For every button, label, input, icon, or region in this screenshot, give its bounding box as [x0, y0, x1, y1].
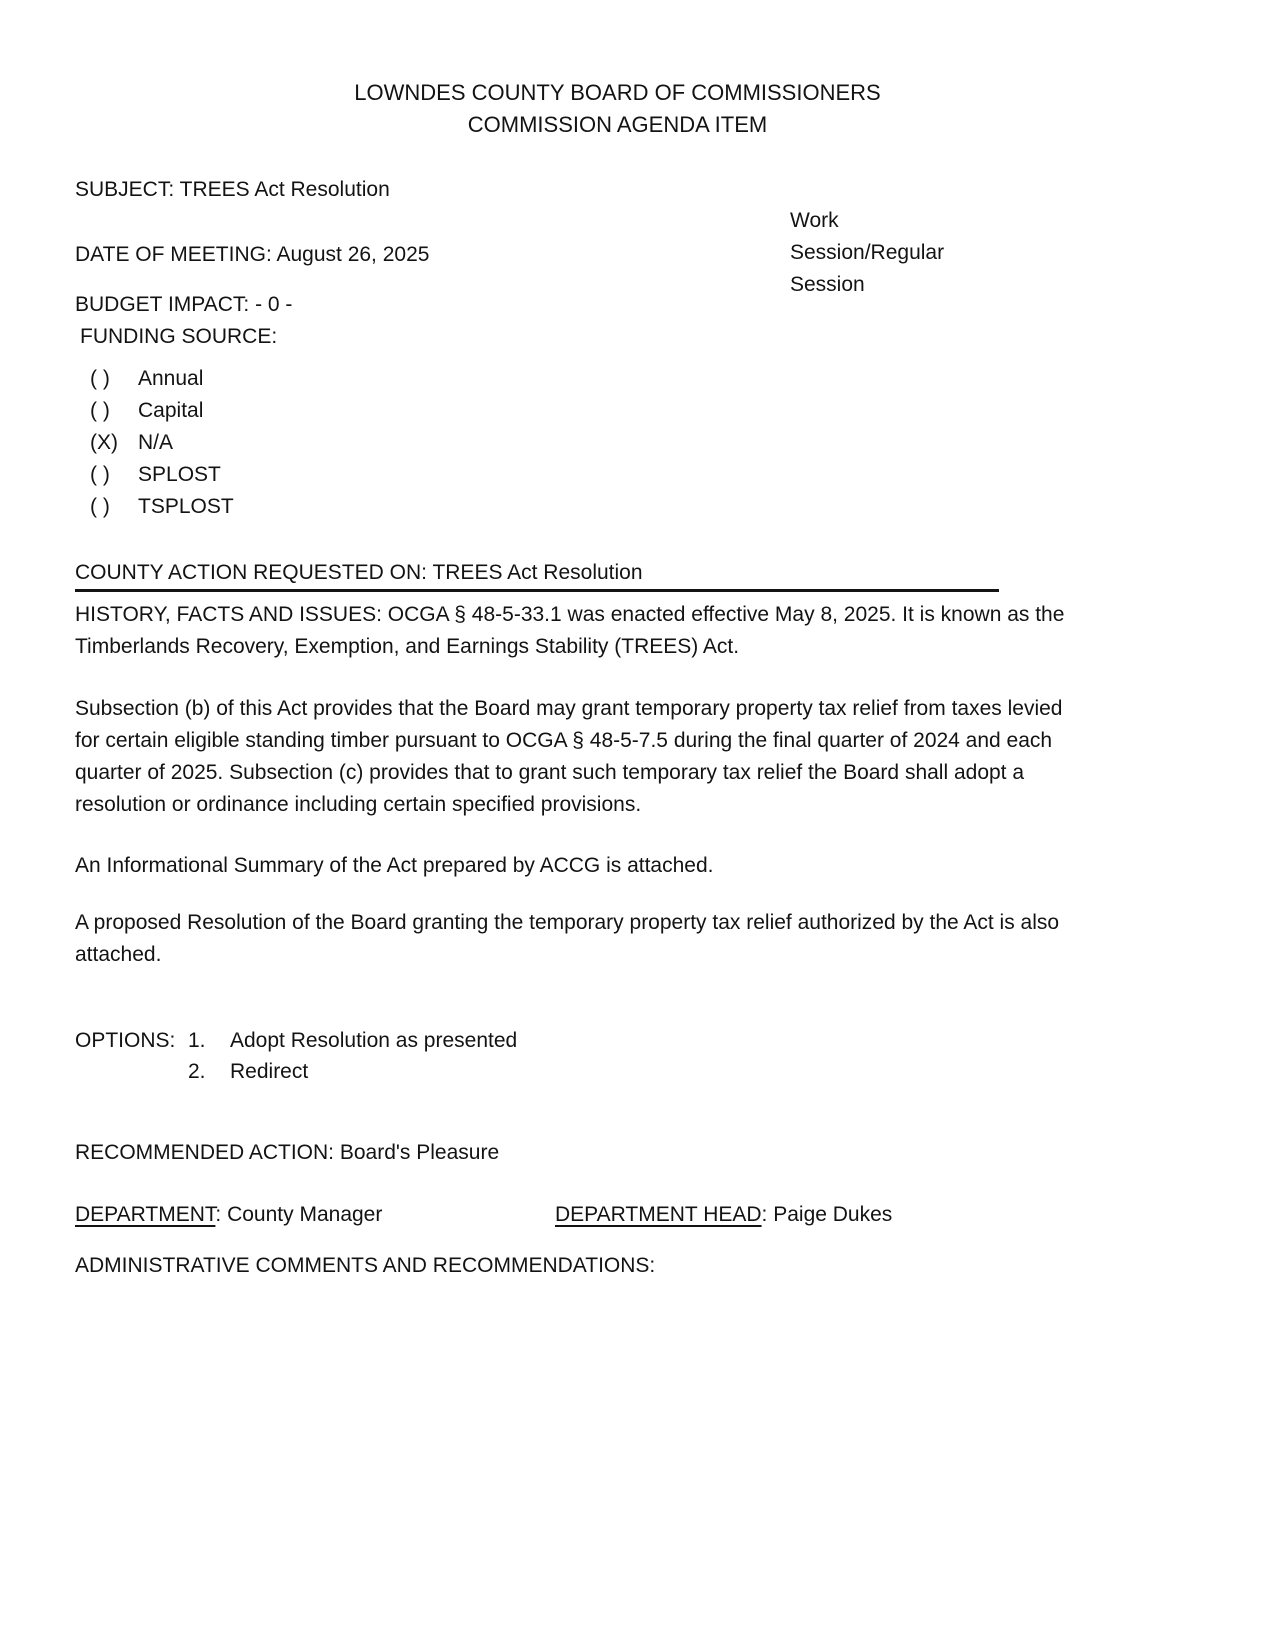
funding-option-capital [90, 395, 234, 427]
funding-option-label: SPLOST [138, 463, 221, 486]
funding-source-label: FUNDING SOURCE: [80, 325, 278, 348]
department-head-line [555, 1199, 892, 1231]
subject-value: TREES Act Resolution [179, 178, 390, 201]
document-header [75, 77, 1160, 141]
history-facts-issues-paragraph [75, 599, 1064, 663]
funding-option-label: Capital [138, 399, 204, 422]
paragraph-line: A proposed Resolution of the Board granting the temporary property tax relief authorized by the Act is also [75, 911, 1060, 934]
checkbox-tsplost: ( ) [90, 495, 110, 518]
paragraph-line: Subsection (b) of this Act provides that the Board may grant temporary property tax relief from taxes levied [75, 697, 1063, 720]
checkbox-capital: ( ) [90, 399, 110, 422]
recommended-action-label: RECOMMENDED ACTION: [75, 1141, 335, 1164]
subsection-paragraph [75, 693, 1062, 821]
option-number: 1. [188, 1029, 206, 1052]
funding-option-label: Annual [138, 367, 204, 390]
funding-option-label: N/A [138, 431, 174, 454]
paragraph-line: resolution or ordinance including certain specified provisions. [75, 793, 642, 816]
department-value: : County Manager [215, 1203, 383, 1226]
checkbox-na-checked: (X) [90, 431, 118, 454]
subject-label: SUBJECT: [75, 178, 175, 201]
funding-source-list [90, 363, 234, 523]
recommended-action-line [75, 1137, 499, 1169]
options-label: OPTIONS: [75, 1029, 176, 1052]
checkbox-annual: ( ) [90, 367, 110, 390]
option-number: 2. [188, 1060, 206, 1083]
department-row [0, 1199, 1275, 1231]
header-title-line2: COMMISSION AGENDA ITEM [467, 112, 768, 137]
paragraph-line: attached. [75, 943, 162, 966]
budget-impact-value: - 0 - [255, 293, 293, 316]
checkbox-splost: ( ) [90, 463, 110, 486]
department-line [75, 1199, 382, 1231]
department-head-label: DEPARTMENT HEAD [555, 1203, 762, 1226]
option-text: Redirect [230, 1060, 309, 1083]
paragraph-line: Timberlands Recovery, Exemption, and Earnings Stability (TREES) Act. [75, 635, 740, 658]
funding-option-na [90, 427, 234, 459]
options-section [75, 1025, 517, 1087]
recommended-action-value: Board's Pleasure [339, 1141, 500, 1164]
informational-summary-paragraph: An Informational Summary of the Act prepared by ACCG is attached. [75, 854, 714, 877]
meeting-date-line [75, 239, 429, 271]
administrative-comments-label: ADMINISTRATIVE COMMENTS AND RECOMMENDATIONS: [75, 1254, 656, 1277]
meeting-date-value: August 26, 2025 [276, 243, 430, 266]
funding-option-annual [90, 363, 234, 395]
funding-option-tsplost [90, 491, 234, 523]
option-item-2 [75, 1056, 517, 1087]
option-item-1 [75, 1025, 517, 1056]
paragraph-line: for certain eligible standing timber pursuant to OCGA § 48-5-7.5 during the final quarter of 2024 and each [75, 729, 1053, 752]
department-head-value: : Paige Dukes [761, 1203, 893, 1226]
meeting-date-label: DATE OF MEETING: [75, 243, 272, 266]
paragraph-line: quarter of 2025. Subsection (c) provides that to grant such temporary tax relief the Board shall adopt a [75, 761, 1025, 784]
paragraph-line: HISTORY, FACTS AND ISSUES: OCGA § 48-5-33.1 was enacted effective May 8, 2025. It is known as the [75, 603, 1065, 626]
session-type: Work Session/Regular Session [790, 209, 945, 296]
funding-option-label: TSPLOST [138, 495, 234, 518]
subject-line [75, 174, 390, 206]
county-action-requested-line: COUNTY ACTION REQUESTED ON: TREES Act Resolution [75, 557, 999, 592]
budget-impact-line [75, 289, 292, 321]
funding-option-splost [90, 459, 234, 491]
budget-impact-label: BUDGET IMPACT: [75, 293, 250, 316]
department-label: DEPARTMENT [75, 1203, 216, 1226]
option-text: Adopt Resolution as presented [230, 1029, 518, 1052]
header-title-line1: LOWNDES COUNTY BOARD OF COMMISSIONERS [354, 80, 881, 105]
proposed-resolution-paragraph [75, 907, 1059, 971]
